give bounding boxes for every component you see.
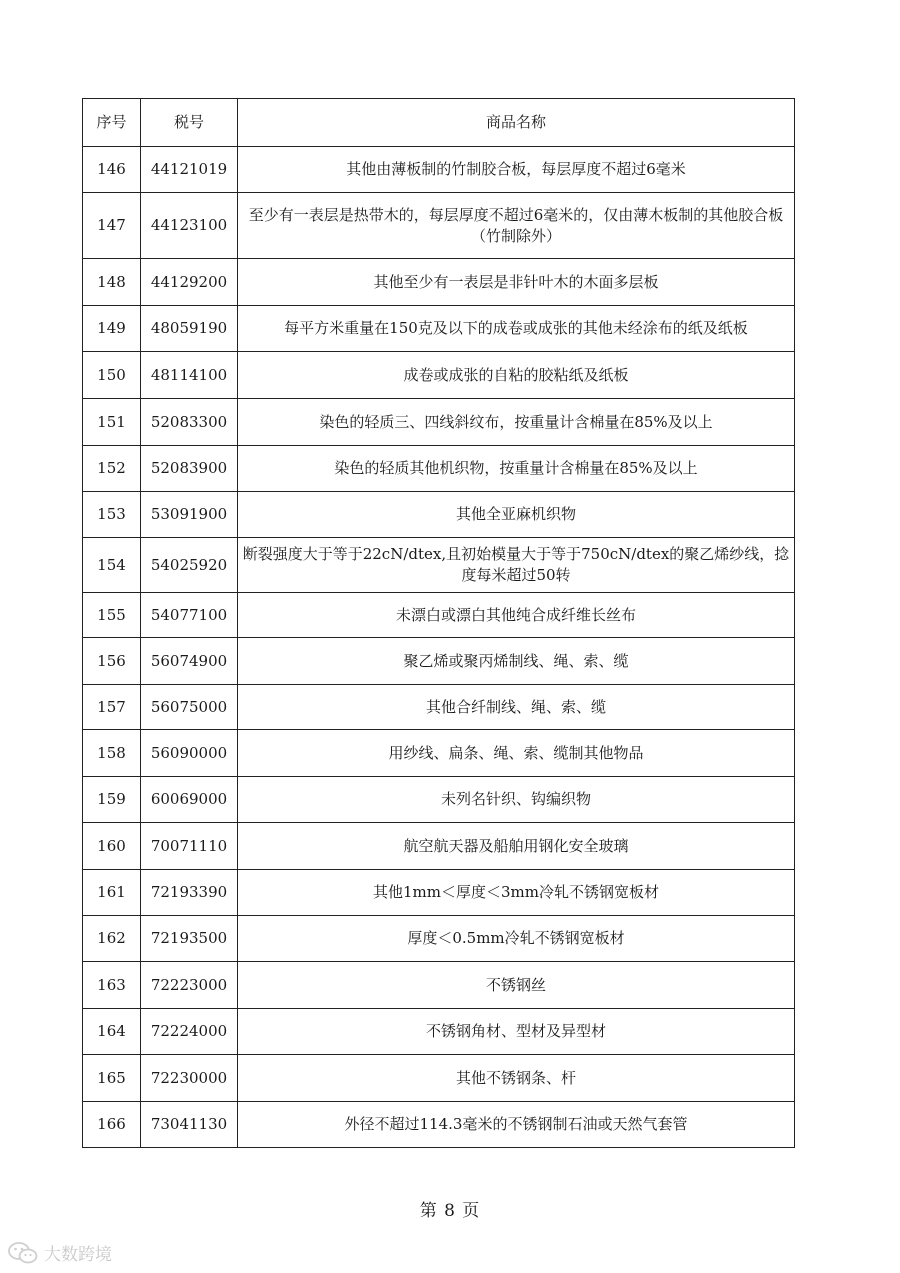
- cell-product-name: 未列名针织、钩编织物: [238, 777, 795, 823]
- table-row: [83, 1009, 795, 1055]
- cell-serial: 158: [83, 730, 141, 777]
- cell-tariff-code: 52083300: [141, 399, 238, 446]
- cell-product-name: 每平方米重量在150克及以下的成卷或成张的其他未经涂布的纸及纸板: [238, 306, 795, 352]
- cell-serial: 147: [83, 193, 141, 259]
- table-row: [83, 777, 795, 823]
- cell-serial: 164: [83, 1009, 141, 1055]
- cell-product-name: 染色的轻质三、四线斜纹布，按重量计含棉量在85%及以上: [238, 399, 795, 446]
- cell-tariff-code: 48114100: [141, 352, 238, 399]
- cell-tariff-code: 56090000: [141, 730, 238, 777]
- header-product-name: 商品名称: [238, 99, 795, 147]
- cell-serial: 154: [83, 538, 141, 593]
- cell-product-name: 至少有一表层是热带木的，每层厚度不超过6毫米的，仅由薄木板制的其他胶合板（竹制除外）: [238, 193, 795, 259]
- cell-tariff-code: 44129200: [141, 259, 238, 306]
- cell-serial: 159: [83, 777, 141, 823]
- cell-tariff-code: 72193390: [141, 870, 238, 916]
- table-row: [83, 730, 795, 777]
- cell-serial: 161: [83, 870, 141, 916]
- cell-tariff-code: 70071110: [141, 823, 238, 870]
- cell-serial: 162: [83, 916, 141, 962]
- table-row: [83, 352, 795, 399]
- cell-product-name: 断裂强度大于等于22cN/dtex,且初始模量大于等于750cN/dtex的聚乙烯纱线，捻度每米超过50转: [238, 538, 795, 593]
- cell-product-name: 其他至少有一表层是非针叶木的木面多层板: [238, 259, 795, 306]
- table-row: [83, 823, 795, 870]
- cell-product-name: 厚度＜0.5mm冷轧不锈钢宽板材: [238, 916, 795, 962]
- cell-tariff-code: 72193500: [141, 916, 238, 962]
- cell-serial: 156: [83, 638, 141, 685]
- cell-tariff-code: 60069000: [141, 777, 238, 823]
- cell-tariff-code: 54077100: [141, 593, 238, 638]
- table-row: [83, 306, 795, 352]
- wechat-logo-icon: [8, 1242, 38, 1264]
- cell-tariff-code: 52083900: [141, 446, 238, 492]
- cell-product-name: 染色的轻质其他机织物，按重量计含棉量在85%及以上: [238, 446, 795, 492]
- table-row: [83, 147, 795, 193]
- table-row: [83, 962, 795, 1009]
- cell-tariff-code: 56074900: [141, 638, 238, 685]
- cell-product-name: 其他不锈钢条、杆: [238, 1055, 795, 1102]
- cell-serial: 146: [83, 147, 141, 193]
- table-row: [83, 538, 795, 593]
- cell-tariff-code: 44121019: [141, 147, 238, 193]
- watermark: [8, 1240, 112, 1265]
- table-row: [83, 916, 795, 962]
- cell-serial: 151: [83, 399, 141, 446]
- cell-tariff-code: 54025920: [141, 538, 238, 593]
- cell-product-name: 航空航天器及船舶用钢化安全玻璃: [238, 823, 795, 870]
- cell-serial: 160: [83, 823, 141, 870]
- header-serial: 序号: [83, 99, 141, 147]
- header-row: [83, 99, 795, 147]
- cell-serial: 152: [83, 446, 141, 492]
- cell-product-name: 其他合纤制线、绳、索、缆: [238, 685, 795, 730]
- cell-product-name: 成卷或成张的自粘的胶粘纸及纸板: [238, 352, 795, 399]
- cell-product-name: 用纱线、扁条、绳、索、缆制其他物品: [238, 730, 795, 777]
- cell-serial: 148: [83, 259, 141, 306]
- cell-serial: 153: [83, 492, 141, 538]
- cell-tariff-code: 53091900: [141, 492, 238, 538]
- cell-serial: 163: [83, 962, 141, 1009]
- cell-tariff-code: 44123100: [141, 193, 238, 259]
- table-row: [83, 638, 795, 685]
- tariff-table: [82, 98, 795, 1148]
- table-row: [83, 399, 795, 446]
- cell-product-name: 不锈钢丝: [238, 962, 795, 1009]
- cell-product-name: 外径不超过114.3毫米的不锈钢制石油或天然气套管: [238, 1102, 795, 1148]
- cell-product-name: 不锈钢角材、型材及异型材: [238, 1009, 795, 1055]
- cell-tariff-code: 72224000: [141, 1009, 238, 1055]
- cell-serial: 165: [83, 1055, 141, 1102]
- table-row: [83, 1102, 795, 1148]
- cell-tariff-code: 72230000: [141, 1055, 238, 1102]
- table-row: [83, 193, 795, 259]
- cell-tariff-code: 73041130: [141, 1102, 238, 1148]
- table-row: [83, 446, 795, 492]
- table-row: [83, 259, 795, 306]
- cell-serial: 149: [83, 306, 141, 352]
- cell-product-name: 其他由薄板制的竹制胶合板，每层厚度不超过6毫米: [238, 147, 795, 193]
- watermark-text: 大数跨境: [44, 1245, 112, 1265]
- cell-serial: 166: [83, 1102, 141, 1148]
- cell-serial: 157: [83, 685, 141, 730]
- table-row: [83, 593, 795, 638]
- table-row: [83, 685, 795, 730]
- table-row: [83, 1055, 795, 1102]
- cell-serial: 155: [83, 593, 141, 638]
- cell-product-name: 聚乙烯或聚丙烯制线、绳、索、缆: [238, 638, 795, 685]
- cell-product-name: 其他全亚麻机织物: [238, 492, 795, 538]
- cell-tariff-code: 48059190: [141, 306, 238, 352]
- header-tariff-code: 税号: [141, 99, 238, 147]
- page-number: 第 8 页: [419, 1201, 481, 1221]
- cell-tariff-code: 56075000: [141, 685, 238, 730]
- cell-serial: 150: [83, 352, 141, 399]
- table-row: [83, 870, 795, 916]
- cell-product-name: 其他1mm＜厚度＜3mm冷轧不锈钢宽板材: [238, 870, 795, 916]
- table-row: [83, 492, 795, 538]
- cell-product-name: 未漂白或漂白其他纯合成纤维长丝布: [238, 593, 795, 638]
- cell-tariff-code: 72223000: [141, 962, 238, 1009]
